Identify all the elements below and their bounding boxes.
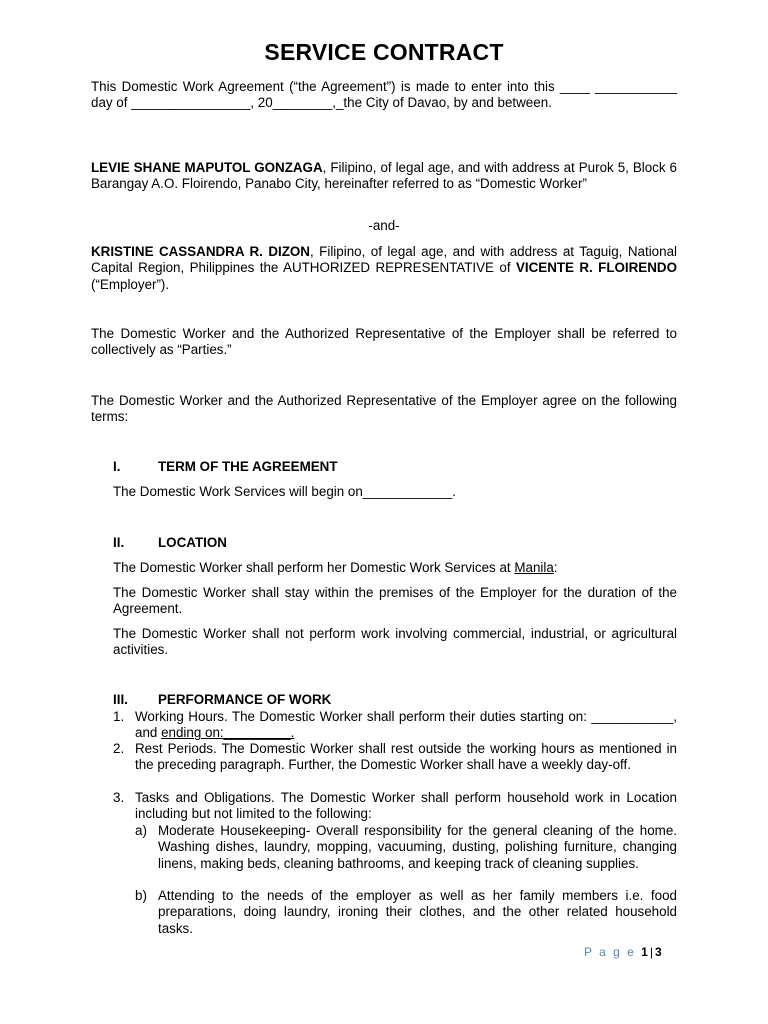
sub-item-text: Moderate Housekeeping- Overall responsibility for the general cleaning of the home. Washing dishes, laundry, mopping, vacuuming, dusting, polishing furniture, changing linens, making beds, cleaning bathrooms, and keeping track of cleaning supplies.: [158, 823, 677, 871]
list-marker: 3.: [113, 790, 125, 805]
sub-list-marker: a): [135, 823, 147, 838]
page-footer: [584, 945, 662, 959]
parties-paragraph: The Domestic Worker and the Authorized Representative of the Employer shall be referred to collectively as “Parties.”: [91, 326, 677, 358]
list-marker: 1.: [113, 709, 125, 724]
section-number: II.: [113, 535, 125, 550]
section-title: TERM OF THE AGREEMENT: [158, 459, 338, 474]
section-heading-location: [113, 535, 677, 551]
representative-name: KRISTINE CASSANDRA R. DIZON: [91, 244, 310, 259]
sub-list-marker: b): [135, 888, 147, 903]
sub-item-housekeeping: [135, 823, 677, 872]
list-item-text: Tasks and Obligations. The Domestic Worker shall perform household work in Location including but not limited to the following:: [135, 790, 677, 822]
page-label: P a g e: [584, 945, 636, 959]
section-heading-term: [113, 459, 677, 475]
premises-paragraph: The Domestic Worker shall stay within the premises of the Employer for the duration of the Agreement.: [113, 585, 677, 617]
sub-item-text: Attending to the needs of the employer as well as her family members i.e. food preparations, doing laundry, ironing their clothes, and the other related household tasks.: [158, 888, 677, 936]
list-item-rest-periods: [113, 741, 677, 774]
section-heading-performance: [113, 692, 677, 708]
location-text: The Domestic Worker shall perform her Domestic Work Services at: [113, 560, 515, 575]
employer-label: (“Employer”).: [91, 276, 170, 292]
location-paragraph: [113, 560, 677, 576]
list-item-working-hours: [113, 709, 677, 742]
representative-details: , Filipino, of legal age, and with address at Taguig, National Capital Region, Philippines the AUTHORIZED REPRESENTATIVE of: [91, 244, 677, 276]
working-hours-text: Working Hours. The Domestic Worker shall perform their duties starting on: ___________, and: [135, 709, 677, 741]
location-punct: :: [553, 560, 558, 575]
total-pages-number: 3: [654, 945, 662, 959]
ending-on-blank: _________.: [223, 725, 295, 741]
term-paragraph: The Domestic Work Services will begin on____________.: [113, 484, 456, 499]
document-title: SERVICE CONTRACT: [264, 39, 504, 65]
domestic-worker-paragraph: [91, 160, 677, 193]
and-separator: -and-: [368, 218, 400, 233]
section-title: LOCATION: [158, 535, 227, 550]
list-item-tasks: [113, 790, 677, 823]
employer-paragraph: [91, 244, 677, 293]
domestic-worker-name: LEVIE SHANE MAPUTOL GONZAGA: [91, 160, 323, 175]
section-number: I.: [113, 459, 121, 474]
sub-item-attending: [135, 888, 677, 937]
list-item-text: [135, 709, 677, 742]
page-separator: |: [649, 945, 653, 959]
work-restriction-paragraph: The Domestic Worker shall not perform work involving commercial, industrial, or agricultural activities.: [113, 626, 677, 658]
intro-paragraph: This Domestic Work Agreement (“the Agreement”) is made to enter into this ____ ___________ day of ________________, 20________,_the City of Davao, by and between.: [91, 79, 677, 111]
ending-on-text: ending on:: [161, 725, 224, 741]
list-item-text: Rest Periods. The Domestic Worker shall rest outside the working hours as mentioned in the preceding paragraph. Further, the Domestic Worker shall have a weekly day-off.: [135, 741, 677, 773]
agree-paragraph: The Domestic Worker and the Authorized Representative of the Employer agree on the following terms:: [91, 393, 677, 425]
section-number: III.: [113, 692, 128, 707]
employer-name: VICENTE R. FLOIRENDO: [515, 260, 677, 276]
list-marker: 2.: [113, 741, 125, 756]
current-page-number: 1: [641, 945, 648, 959]
location-place: Manila: [514, 560, 554, 575]
section-title: PERFORMANCE OF WORK: [158, 692, 332, 707]
domestic-worker-details: , Filipino, of legal age, and with address at Purok 5, Block 6 Barangay A.O. Floirendo, Panabo City, hereinafter referred to as “Domestic Worker”: [91, 160, 677, 192]
